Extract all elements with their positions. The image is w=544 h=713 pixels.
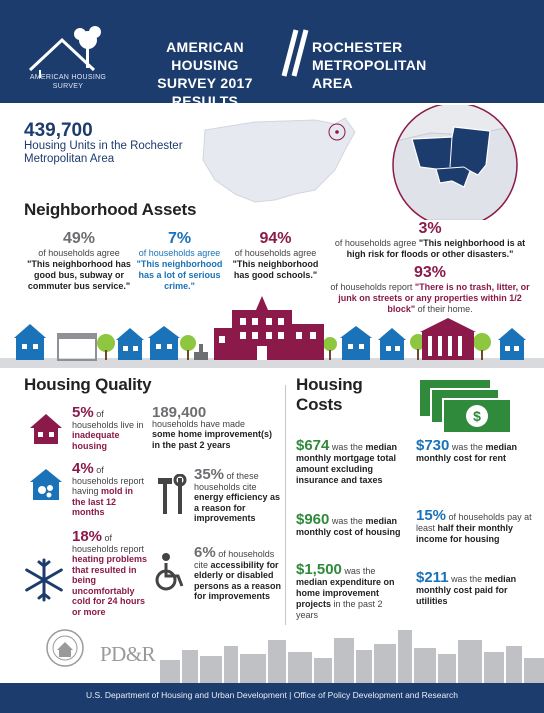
stat-text: of households live in [72, 409, 144, 430]
mold-house-icon [28, 466, 64, 502]
asset-post: of their home. [417, 304, 473, 314]
stat-emphasis: inadequate housing [72, 430, 120, 451]
hud-seal-icon [45, 628, 85, 668]
tools-icon [152, 474, 190, 516]
inadequate-house-icon [28, 410, 64, 446]
stat-pct: 18% [72, 528, 103, 545]
snowflake-icon [20, 556, 68, 604]
asset-quote: "This neighborhood has good schools." [232, 259, 319, 280]
asset-quote: "This neighborhood has good bus, subway or commuter bus service." [27, 259, 131, 291]
cost-amount: $960 [296, 511, 330, 528]
stat-text: households have made [152, 418, 246, 429]
neighborhood-assets-heading: Neighborhood Assets [24, 200, 197, 219]
heating-stat [72, 528, 150, 617]
accessibility-stat [194, 544, 286, 602]
cost-emphasis: median monthly cost of housing [296, 516, 401, 537]
neighborhood-street-illustration [0, 288, 544, 368]
stat-text: of households cite [194, 549, 275, 570]
cost-text: was the [451, 442, 483, 452]
asset-pre: of households agree [38, 248, 120, 258]
housing-cost [296, 511, 406, 538]
stat-emphasis: heating problems that resulted in being uncomfortably cold for 24 hours or more [72, 554, 148, 617]
cost-emphasis: median monthly cost paid for utilities [416, 574, 517, 606]
pdr-logo: PD&R [100, 642, 156, 666]
survey-title: AMERICAN HOUSING SURVEY 2017 RESULTS [157, 39, 253, 109]
stat-emphasis: mold in the last 12 months [72, 486, 134, 517]
cost-emphasis: median monthly cost for rent [416, 442, 517, 463]
cost-text: was the [331, 442, 363, 452]
asset-pre: of households report [330, 282, 413, 292]
cost-text: was the [331, 516, 363, 526]
cost-amount: $211 [416, 569, 449, 586]
stat-pct: 4% [72, 460, 94, 477]
stat-number: 189,400 [152, 404, 207, 421]
asset-transit [24, 230, 134, 292]
improvement-stat [152, 404, 282, 450]
cost-amount: $1,500 [296, 561, 342, 578]
asset-pre: of households agree [334, 238, 417, 248]
cost-text: was the [451, 574, 483, 584]
asset-pct: 49% [62, 230, 96, 247]
asset-quote: "There is no trash, litter, or junk on streets or any properties within 1/2 block" [338, 282, 530, 314]
mortgage-cost [296, 437, 411, 486]
money-bills-icon [412, 376, 522, 436]
inadequate-housing-stat [72, 404, 147, 451]
half-income-stat [416, 507, 534, 545]
housing-quality-heading: Housing Quality [24, 375, 152, 394]
cost-amount: 15% [416, 507, 447, 524]
stat-text: of households report having [72, 465, 145, 496]
us-map-icon [195, 110, 365, 220]
rent-cost [416, 437, 531, 464]
asset-pct: 3% [418, 220, 442, 237]
footer-text: U.S. Department of Housing and Urban Development | Office of Policy Development and Research [86, 690, 458, 700]
housing-costs-heading: Housing Costs [296, 375, 363, 414]
stat-pct: 6% [194, 544, 216, 561]
asset-pre: of households agree [138, 248, 221, 258]
rochester-county-map-icon [360, 105, 530, 220]
section-divider [285, 385, 286, 625]
stat-text: of these households cite [194, 471, 259, 492]
wheelchair-icon [152, 552, 188, 592]
housing-units-number: 439,700 [24, 120, 93, 141]
mold-stat [72, 460, 147, 518]
cost-text: of households pay at least [416, 512, 532, 533]
cost-amount: $674 [296, 437, 330, 454]
cost-emphasis: half their monthly income for housing [416, 523, 514, 544]
asset-pct: 94% [259, 230, 292, 247]
stat-emphasis: some home improvement(s) in the past 2 years [152, 429, 273, 450]
asset-crime [132, 230, 227, 292]
logo-caption: AMERICAN HOUSING SURVEY [29, 74, 107, 90]
stat-pct: 5% [72, 404, 94, 421]
utilities-cost [416, 569, 534, 607]
asset-pre: of households agree [234, 248, 317, 258]
svg-text:$: $ [473, 408, 481, 424]
double-slash-divider-icon [270, 28, 310, 78]
asset-pct: 93% [413, 264, 447, 281]
stat-emphasis: accessibility for elderly or disabled persons as a reason for improvements [194, 559, 282, 601]
cost-emphasis: median monthly mortgage total amount excluding insurance and taxes [296, 442, 397, 485]
cost-text: was the [344, 566, 376, 576]
asset-quote: "This neighborhood is at high risk for floods or other disasters." [346, 238, 526, 259]
region-title: ROCHESTER METROPOLITAN AREA [312, 39, 427, 91]
asset-pct: 7% [167, 230, 192, 247]
asset-disaster [330, 220, 530, 260]
cost-emphasis: median expenditure on home improvement projects [296, 577, 395, 609]
stat-pct: 35% [194, 466, 225, 483]
stat-text: of households report [72, 533, 145, 554]
energy-efficiency-stat [194, 466, 286, 524]
housing-units-label: Housing Units in the Rochester Metropolitan Area [24, 140, 183, 165]
asset-schools [228, 230, 323, 281]
stat-emphasis: energy efficiency as a reason for improvements [194, 492, 281, 523]
asset-quote: "This neighborhood has a lot of serious crime." [136, 259, 223, 291]
cost-amount: $730 [416, 437, 450, 454]
cost-text: in the past 2 years [296, 599, 383, 620]
